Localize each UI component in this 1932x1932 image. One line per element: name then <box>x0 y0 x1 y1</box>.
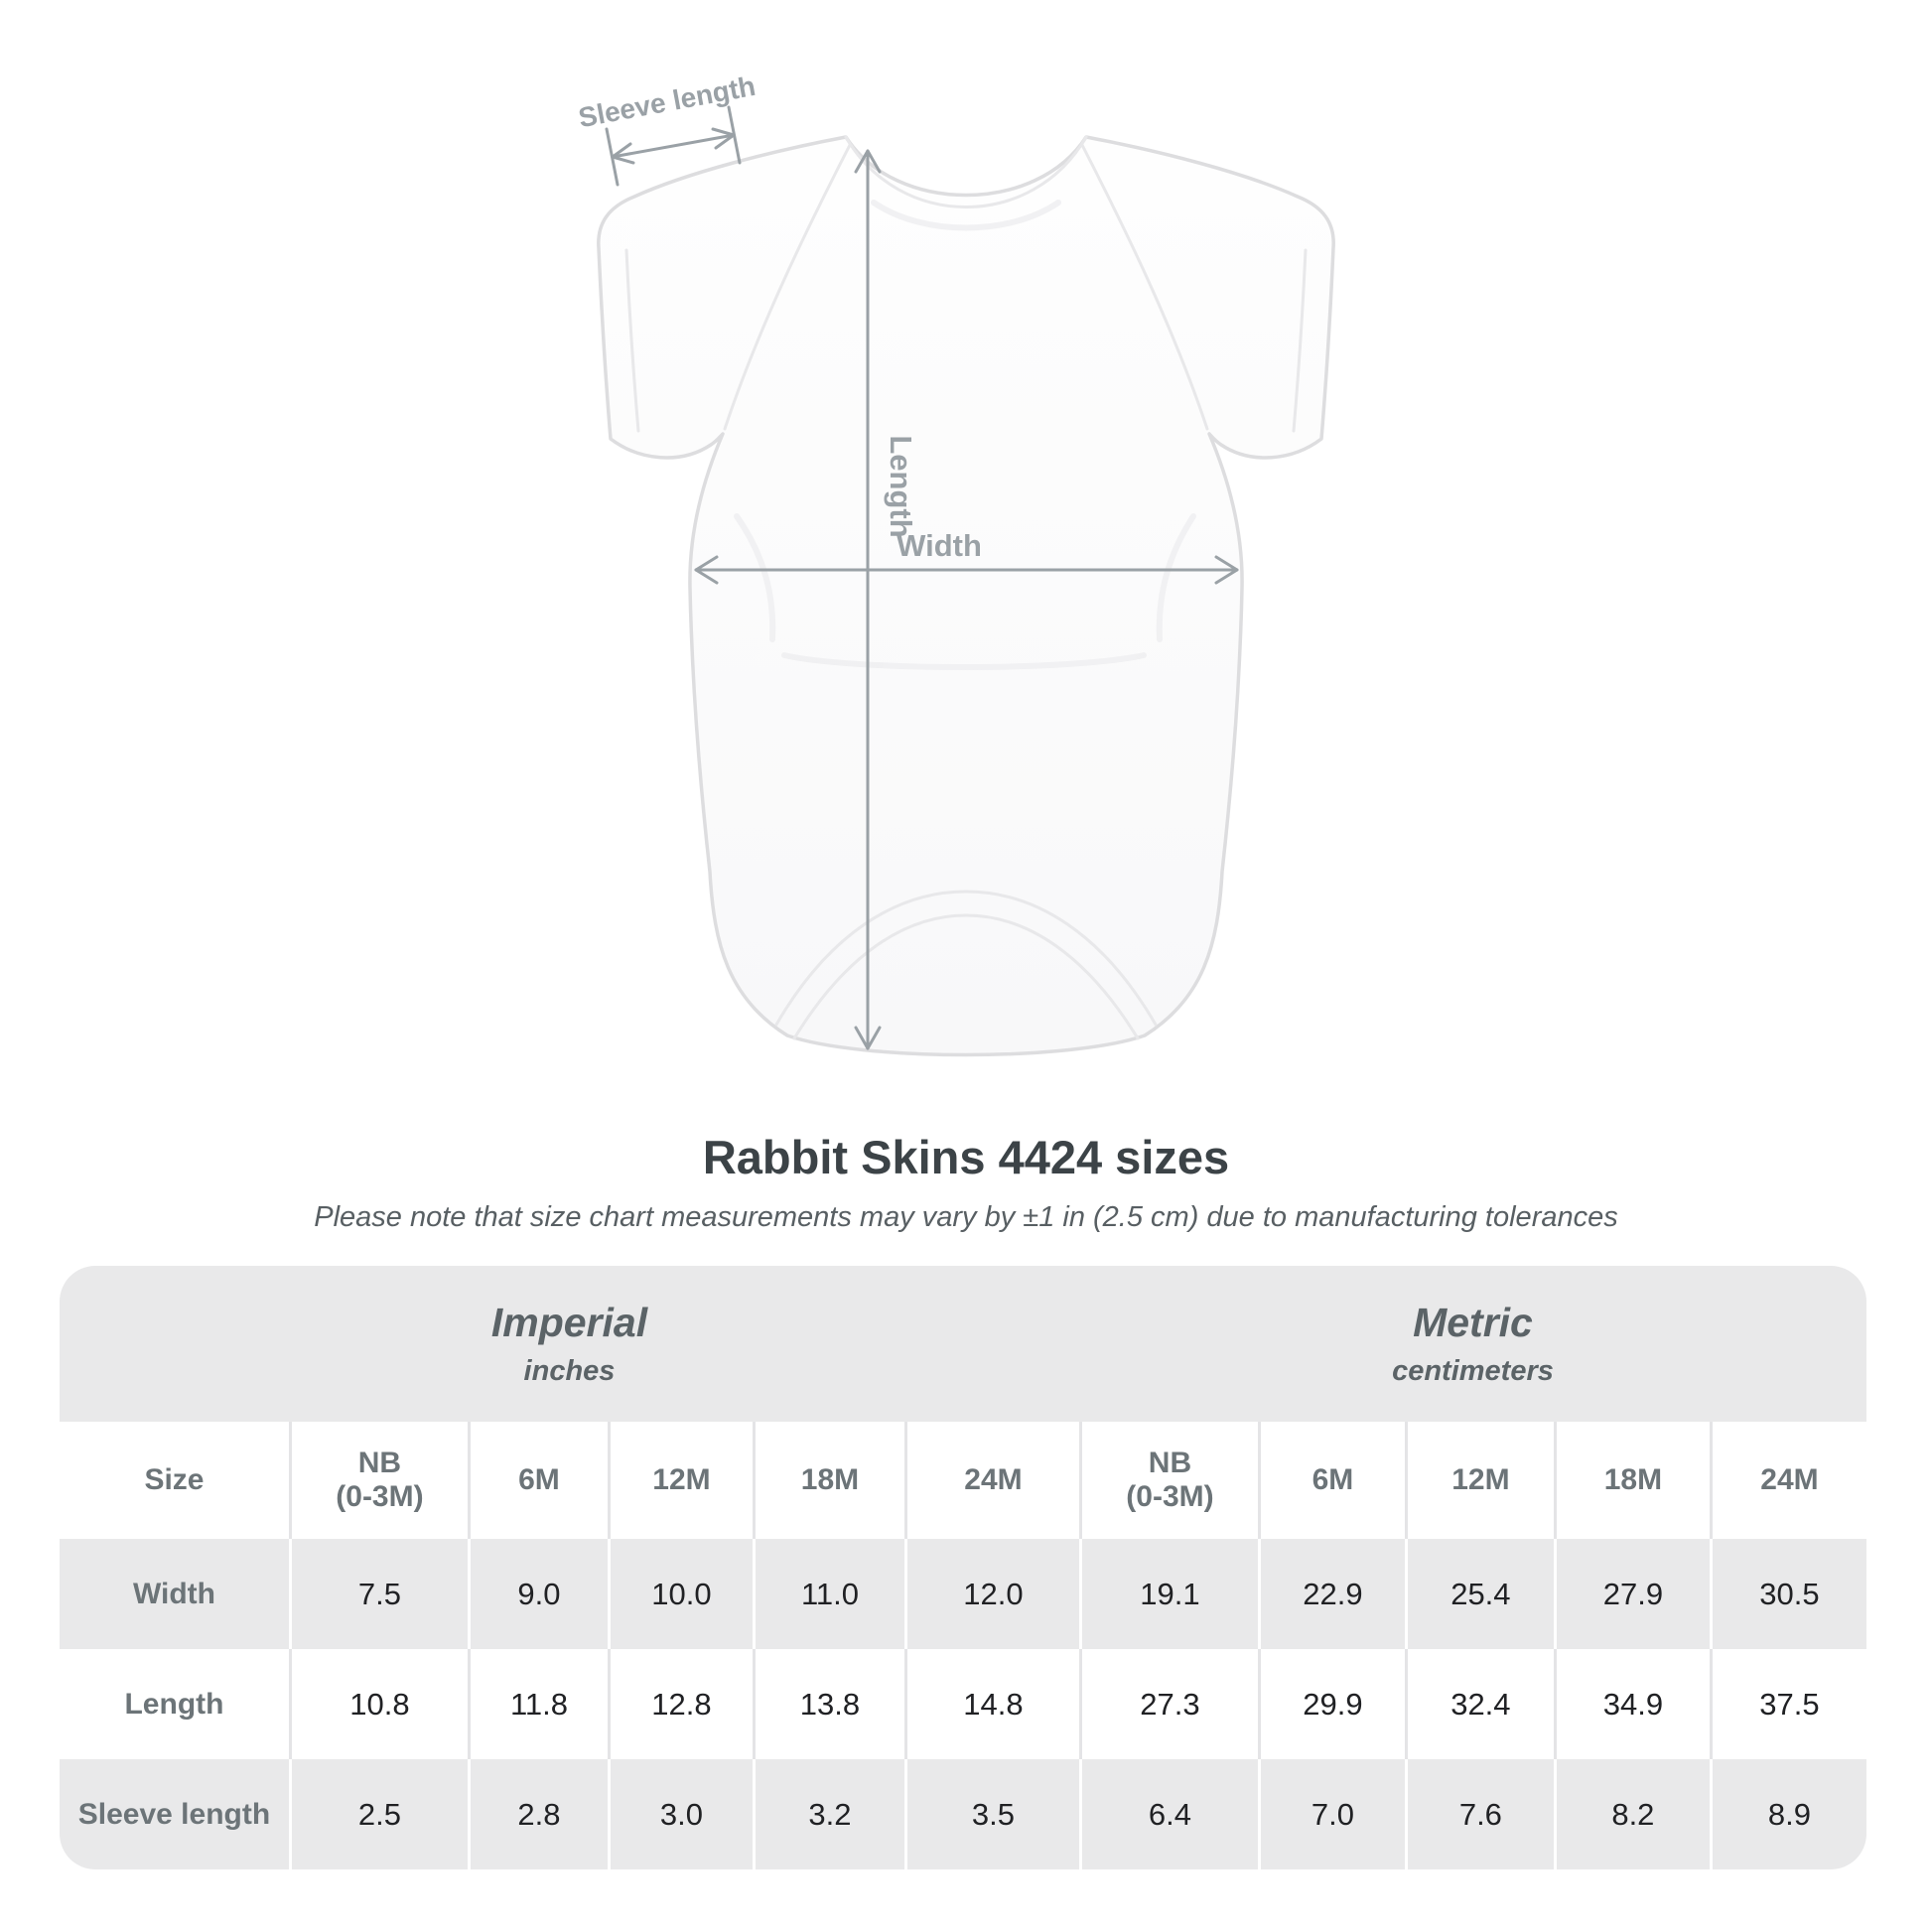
value-cell: 12.0 <box>904 1539 1079 1649</box>
value-cell: 6.4 <box>1079 1759 1258 1869</box>
value-cell: 32.4 <box>1405 1649 1554 1759</box>
value-cell: 11.0 <box>753 1539 904 1649</box>
value-cell: 10.8 <box>289 1649 468 1759</box>
value-cell: 8.2 <box>1554 1759 1710 1869</box>
value-cell: 22.9 <box>1258 1539 1405 1649</box>
value-cell: 13.8 <box>753 1649 904 1759</box>
tolerance-note: Please note that size chart measurements may vary by ±1 in (2.5 cm) due to manufacturing tolerances <box>314 1201 1618 1233</box>
size-header-cell: 12M <box>608 1422 753 1539</box>
width-label: Width <box>897 528 982 563</box>
value-cell: 7.6 <box>1405 1759 1554 1869</box>
size-header-cell: NB (0-3M) <box>289 1422 468 1539</box>
value-cell: 37.5 <box>1710 1649 1866 1759</box>
size-chart-body <box>60 1539 1866 1869</box>
value-cell: 14.8 <box>904 1649 1079 1759</box>
size-header-cell: 24M <box>1710 1422 1866 1539</box>
bodysuit-outline <box>599 137 1333 1055</box>
table-row <box>60 1539 1866 1649</box>
value-cell: 7.5 <box>289 1539 468 1649</box>
size-chart-table <box>60 1266 1866 1869</box>
value-cell: 19.1 <box>1079 1539 1258 1649</box>
value-cell: 2.5 <box>289 1759 468 1869</box>
size-header-cell: NB (0-3M) <box>1079 1422 1258 1539</box>
value-cell: 8.9 <box>1710 1759 1866 1869</box>
size-header-cell: 12M <box>1405 1422 1554 1539</box>
value-cell: 34.9 <box>1554 1649 1710 1759</box>
size-column-header: Size <box>60 1422 289 1539</box>
size-header-cell: 6M <box>1258 1422 1405 1539</box>
size-chart-table-wrap <box>60 1266 1866 1869</box>
metric-sublabel: centimeters <box>1392 1354 1554 1387</box>
metric-label: Metric <box>1413 1300 1533 1346</box>
value-cell: 7.0 <box>1258 1759 1405 1869</box>
value-cell: 3.0 <box>608 1759 753 1869</box>
value-cell: 10.0 <box>608 1539 753 1649</box>
value-cell: 11.8 <box>468 1649 608 1759</box>
value-cell: 27.3 <box>1079 1649 1258 1759</box>
value-cell: 25.4 <box>1405 1539 1554 1649</box>
imperial-label: Imperial <box>490 1300 648 1346</box>
size-header-cell: 24M <box>904 1422 1079 1539</box>
value-cell: 3.5 <box>904 1759 1079 1869</box>
unit-header-row <box>60 1266 1866 1422</box>
value-cell: 30.5 <box>1710 1539 1866 1649</box>
value-cell: 12.8 <box>608 1649 753 1759</box>
size-header-cell: 18M <box>1554 1422 1710 1539</box>
metric-header <box>1079 1266 1866 1422</box>
imperial-sublabel: inches <box>523 1354 616 1387</box>
table-row <box>60 1649 1866 1759</box>
size-header-cell: 6M <box>468 1422 608 1539</box>
size-header-row <box>60 1422 1866 1539</box>
size-header-cell: 18M <box>753 1422 904 1539</box>
sleeve-length-label: Sleeve length <box>576 69 759 134</box>
value-cell: 9.0 <box>468 1539 608 1649</box>
value-cell: 27.9 <box>1554 1539 1710 1649</box>
row-label: Width <box>60 1539 289 1649</box>
length-label: Length <box>884 435 918 538</box>
table-row <box>60 1759 1866 1869</box>
value-cell: 29.9 <box>1258 1649 1405 1759</box>
row-label: Sleeve length <box>60 1759 289 1869</box>
row-label: Length <box>60 1649 289 1759</box>
imperial-header <box>60 1266 1079 1422</box>
page-title: Rabbit Skins 4424 sizes <box>702 1131 1230 1183</box>
value-cell: 2.8 <box>468 1759 608 1869</box>
value-cell: 3.2 <box>753 1759 904 1869</box>
